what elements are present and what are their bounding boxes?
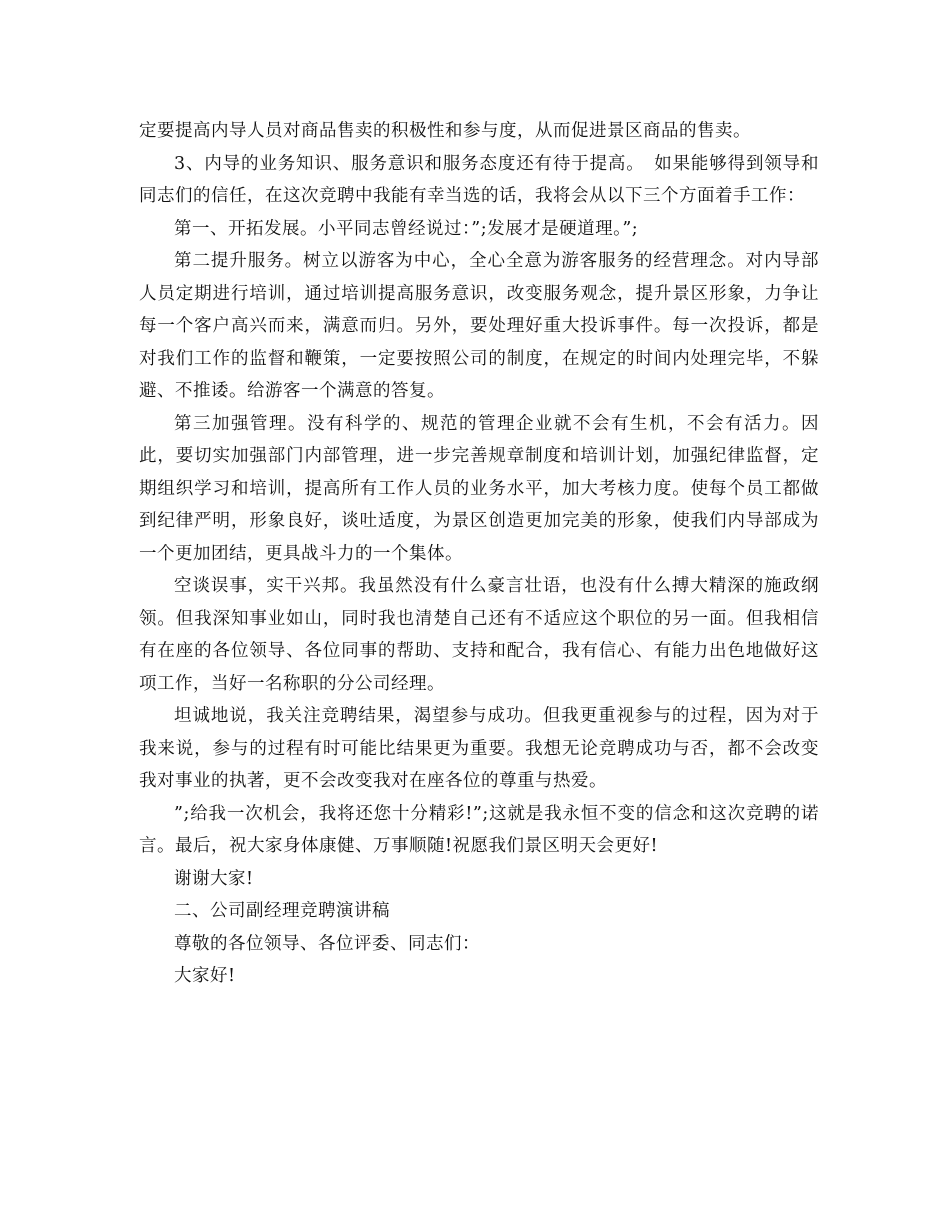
paragraph-sincere: 坦诚地说，我关注竞聘结果，渴望参与成功。但我更重视参与的过程，因为对于我来说，参与的过程有时可能比结果更为重要。我想无论竞聘成功与否，都不会改变我对事业的执著，更不会改变我对在座各位的尊重与热爱。 <box>139 706 819 791</box>
paragraph-third-management: 第三加强管理。没有科学的、规范的管理企业就不会有生机，不会有活力。因此，要切实加强部门内部管理，进一步完善规章制度和培训计划，加强纪律监督，定期组织学习和培训，提高所有工作人员的业务水平，加大考核力度。使每个员工都做到纪律严明，形象良好，谈吐适度，为景区创造更加完美的形象，使我们内导部成为一个更加团结，更具战斗力的一个集体。 <box>139 413 819 564</box>
paragraph-first-expand: 第一、开拓发展。小平同志曾经说过：”;发展才是硬道理。”; <box>174 218 639 239</box>
paragraph-second-service: 第二提升服务。树立以游客为中心，全心全意为游客服务的经营理念。对内导部人员定期进行培训，通过培训提高服务意识，改变服务观念，提升景区形象，力争让每一个客户高兴而来，满意而归。另外，要处理好重大投诉事件。每一次投诉，都是对我们工作的监督和鞭策，一定要按照公司的制度，在规定的时间内处理完毕，不躲避、不推诿。给游客一个满意的答复。 <box>139 251 819 401</box>
paragraph-continuation: 定要提高内导人员对商品售卖的积极性和参与度，从而促进景区商品的售卖。 <box>139 121 751 141</box>
document-body <box>139 115 819 993</box>
paragraph-motto: ”;给我一次机会，我将还您十分精彩!”;这就是我永恒不变的信念和这次竞聘的诺言。最后，祝大家身体康健、万事顺随!祝愿我们景区明天会更好! <box>139 803 819 856</box>
paragraph-item-3: 3、内导的业务知识、服务意识和服务态度还有待于提高。 如果能够得到领导和同志们的信任，在这次竞聘中我能有幸当选的话，我将会从以下三个方面着手工作： <box>139 153 819 206</box>
salutation: 尊敬的各位领导、各位评委、同志们： <box>174 933 480 954</box>
section-heading: 二、公司副经理竞聘演讲稿 <box>174 901 390 921</box>
paragraph-thanks: 谢谢大家! <box>174 868 254 889</box>
paragraph-action: 空谈误事，实干兴邦。我虽然没有什么豪言壮语，也没有什么搏大精深的施政纲领。但我深知事业如山，同时我也清楚自己还有不适应这个职位的另一面。但我相信有在座的各位领导、各位同事的帮助、支持和配合，我有信心、有能力出色地做好这项工作，当好一名称职的分公司经理。 <box>139 576 819 694</box>
greeting: 大家好! <box>174 966 236 986</box>
